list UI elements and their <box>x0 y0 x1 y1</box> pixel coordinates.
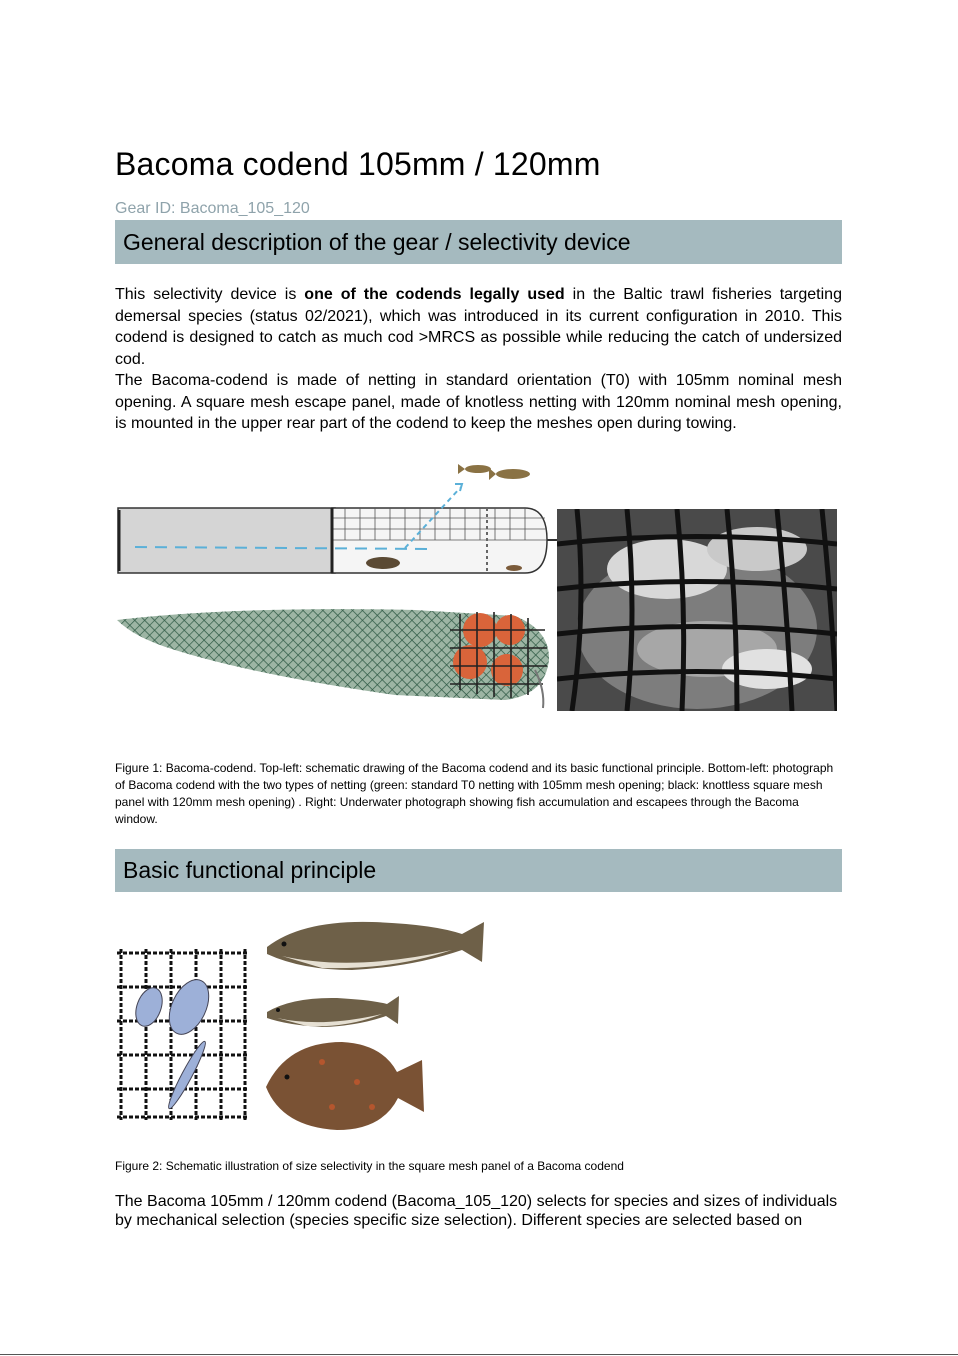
paragraph-selection: The Bacoma 105mm / 120mm codend (Bacoma_105_120) selects for species and sizes of individuals by mechanical selection (species specific size selection). Different species are selected based on <box>115 1193 838 1229</box>
intro-text-bold: one of the codends legally used <box>304 286 565 303</box>
escaping-cod-icon <box>458 464 530 480</box>
escape-arrow <box>455 484 462 491</box>
cod-cross-section-small <box>131 984 167 1030</box>
mesh-selectivity-schematic <box>115 945 250 1123</box>
underwater-photo <box>557 509 837 711</box>
section-heading-general-description: General description of the gear / selectivity device <box>115 220 842 264</box>
intro-text-a: This selectivity device is <box>115 286 305 303</box>
small-cod-icon <box>267 996 399 1027</box>
fish-body-2 <box>707 527 807 571</box>
codend-net-photo <box>115 600 555 710</box>
paragraph-intro <box>115 284 842 370</box>
small-fish-in-codend <box>506 565 522 571</box>
flatfish-icon <box>266 1042 424 1130</box>
section-heading-functional-principle: Basic functional principle <box>115 849 842 892</box>
gear-id: Gear ID: Bacoma_105_120 <box>115 200 310 217</box>
page-bottom-rule <box>0 1354 958 1355</box>
float-3 <box>453 645 487 679</box>
large-cod-icon <box>267 922 484 970</box>
intro-text-b: in the Baltic trawl fisheries targeting demersal species (status 02/2021), which was introduced in its current configuration in 2010. This codend is designed to catch as much cod >MRCS as possible while reducing the catch of undersized cod. <box>115 286 842 368</box>
fish-species-illustration <box>262 912 487 1134</box>
figure-2-caption: Figure 2: Schematic illustration of size selectivity in the square mesh panel of a Bacoma codend <box>115 1159 624 1173</box>
figure-1-caption: Figure 1: Bacoma-codend. Top-left: schematic drawing of the Bacoma codend and its basic functional principle. Bottom-left: photograph of Bacoma codend with the two types of netting (green: standard T0 netting with 105mm mesh opening; black: knottless square mesh panel with 120mm mesh opening) . Right: Underwater photograph showing fish accumulation and escapees through the Bacoma window. <box>115 761 834 826</box>
paragraph-construction: The Bacoma-codend is made of netting in standard orientation (T0) with 105mm nominal mesh opening. A square mesh escape panel, made of knotless netting with 120mm nominal mesh opening, is mounted in the upper rear part of the codend to keep the meshes open during towing. <box>115 372 842 432</box>
flatfish-in-codend <box>366 557 400 569</box>
page-title: Bacoma codend 105mm / 120mm <box>115 146 601 182</box>
codend-front-section <box>118 508 335 573</box>
float-4 <box>491 654 523 686</box>
codend-schematic-figure <box>115 458 557 578</box>
